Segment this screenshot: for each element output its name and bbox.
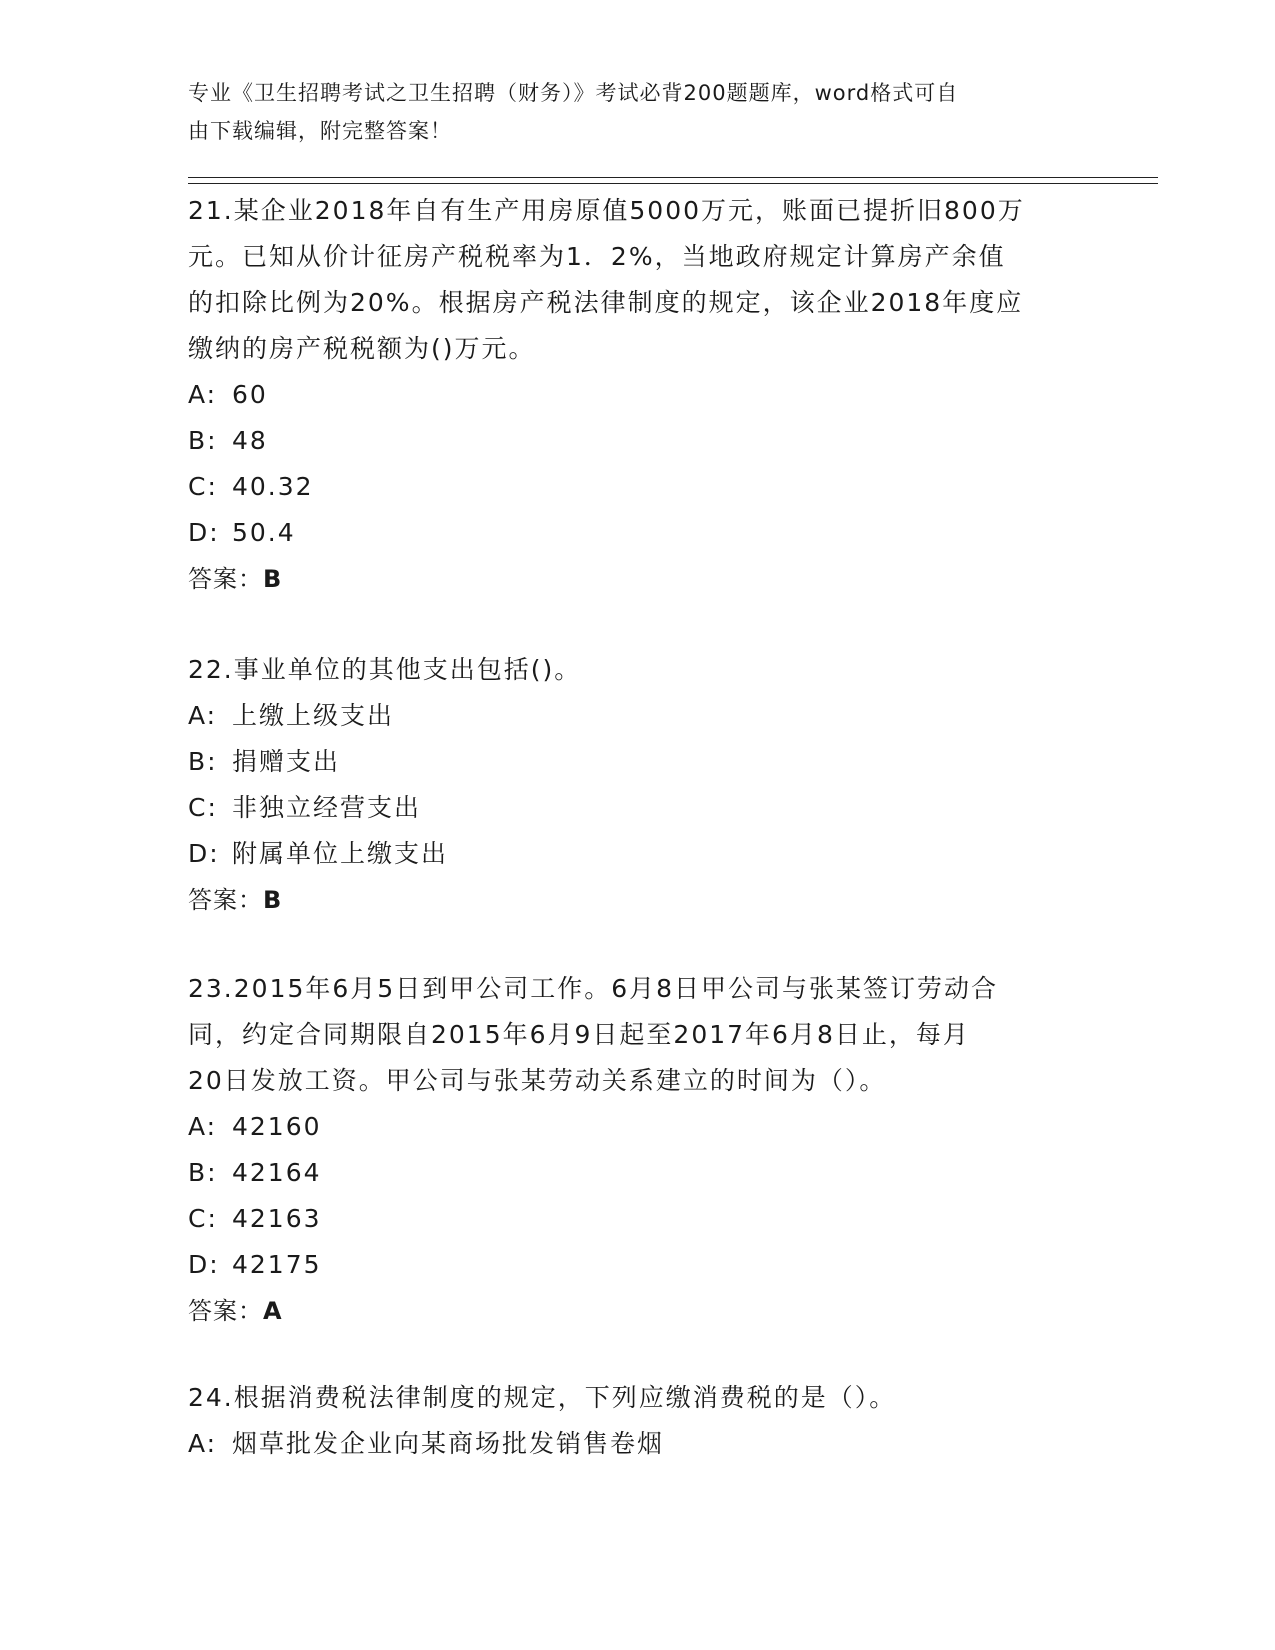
option-text: 附属单位上缴支出: [232, 839, 449, 868]
option-text: 50.4: [232, 518, 296, 547]
option-d: [188, 510, 1088, 556]
option-a: [188, 1104, 1088, 1150]
option-key: C:: [188, 472, 218, 501]
answer-value: B: [263, 565, 283, 593]
option-key: B:: [188, 747, 218, 776]
question-24: [188, 1375, 1088, 1467]
option-c: [188, 1196, 1088, 1242]
option-text: 40.32: [232, 472, 314, 501]
option-text: 60: [232, 380, 268, 409]
answer-line: [188, 877, 1088, 923]
header-line-1: 专业《卫生招聘考试之卫生招聘（财务）》考试必背200题题库，word格式可自: [188, 81, 959, 105]
answer-label: 答案：: [188, 886, 263, 914]
option-a: [188, 693, 1088, 739]
option-key: B:: [188, 1158, 218, 1187]
question-stem: [188, 188, 1088, 372]
question-stem: [188, 966, 1088, 1104]
header-line-2: 由下载编辑，附完整答案！: [188, 119, 452, 143]
answer-value: B: [263, 886, 283, 914]
answer-label: 答案：: [188, 1297, 263, 1325]
answer-line: [188, 1288, 1088, 1334]
option-text: 48: [232, 426, 268, 455]
header-divider-top: [188, 177, 1158, 178]
stem-line: 元。已知从价计征房产税税率为1．2%，当地政府规定计算房产余值: [188, 242, 1006, 271]
option-key: C:: [188, 1204, 218, 1233]
option-c: [188, 785, 1088, 831]
stem-line: 20日发放工资。甲公司与张某劳动关系建立的时间为（）。: [188, 1066, 887, 1095]
answer-value: A: [263, 1297, 283, 1325]
stem-line: 21.某企业2018年自有生产用房原值5000万元，账面已提折旧800万: [188, 196, 1025, 225]
option-text: 42160: [232, 1112, 322, 1141]
option-d: [188, 1242, 1088, 1288]
stem-line: 的扣除比例为20%。根据房产税法律制度的规定，该企业2018年度应: [188, 288, 1024, 317]
question-22: [188, 647, 1088, 923]
header-divider-bottom: [188, 183, 1158, 184]
stem-line: 24.根据消费税法律制度的规定，下列应缴消费税的是（）。: [188, 1383, 897, 1412]
option-b: [188, 739, 1088, 785]
question-stem: [188, 1375, 1088, 1421]
option-text: 烟草批发企业向某商场批发销售卷烟: [232, 1429, 665, 1458]
option-text: 非独立经营支出: [232, 793, 422, 822]
document-header: [188, 74, 1068, 150]
answer-label: 答案：: [188, 565, 263, 593]
option-b: [188, 418, 1088, 464]
stem-line: 22.事业单位的其他支出包括()。: [188, 655, 582, 684]
option-c: [188, 464, 1088, 510]
option-text: 上缴上级支出: [232, 701, 395, 730]
option-b: [188, 1150, 1088, 1196]
question-23: [188, 966, 1088, 1334]
option-text: 42175: [232, 1250, 322, 1279]
option-text: 42163: [232, 1204, 322, 1233]
answer-line: [188, 556, 1088, 602]
option-key: D:: [188, 518, 220, 547]
stem-line: 同，约定合同期限自2015年6月9日起至2017年6月8日止，每月: [188, 1020, 970, 1049]
option-text: 42164: [232, 1158, 322, 1187]
option-key: C:: [188, 793, 218, 822]
question-21: [188, 188, 1088, 602]
option-key: B:: [188, 426, 218, 455]
option-key: A:: [188, 701, 218, 730]
option-key: A:: [188, 380, 218, 409]
stem-line: 23.2015年6月5日到甲公司工作。6月8日甲公司与张某签订劳动合: [188, 974, 999, 1003]
option-key: D:: [188, 1250, 220, 1279]
option-key: D:: [188, 839, 220, 868]
option-d: [188, 831, 1088, 877]
stem-line: 缴纳的房产税税额为()万元。: [188, 334, 536, 363]
option-a: [188, 1421, 1088, 1467]
option-text: 捐赠支出: [232, 747, 341, 776]
question-stem: [188, 647, 1088, 693]
option-key: A:: [188, 1429, 218, 1458]
option-a: [188, 372, 1088, 418]
option-key: A:: [188, 1112, 218, 1141]
